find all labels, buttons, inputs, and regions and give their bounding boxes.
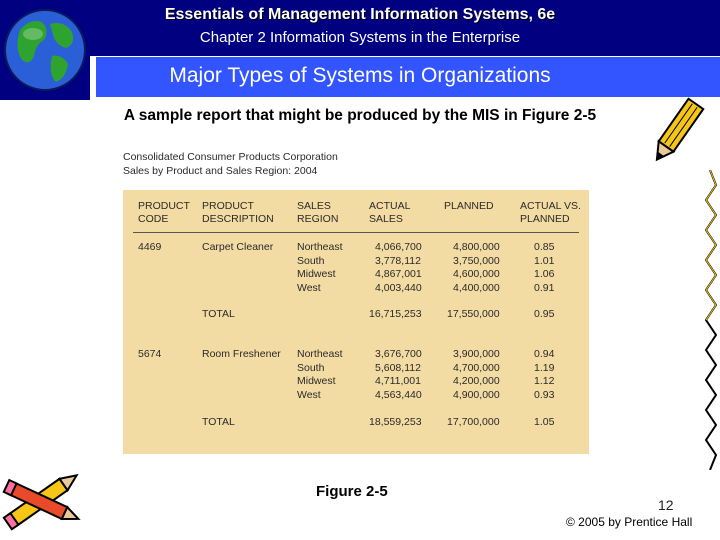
product-description: Room Freshener xyxy=(202,348,281,360)
ratio-values: 0.94 1.19 1.12 0.93 xyxy=(534,348,555,401)
report-company: Consolidated Consumer Products Corporation xyxy=(123,151,338,163)
column-header-actual-vs-planned: ACTUAL VS. PLANNED xyxy=(520,200,581,225)
column-header-product-code: PRODUCT CODE xyxy=(138,200,190,225)
pencil-icon xyxy=(645,95,705,170)
actual-sales-values: 4,066,700 3,778,112 4,867,001 4,003,440 xyxy=(375,241,422,294)
total-planned: 17,550,000 xyxy=(447,308,500,320)
total-planned: 17,700,000 xyxy=(447,416,500,428)
vertical-zigzag-decoration xyxy=(700,170,720,470)
column-header-actual-sales: ACTUAL SALES xyxy=(369,200,411,225)
pencils-icon xyxy=(0,462,95,540)
book-title: Essentials of Management Information Systems, 6e xyxy=(164,6,556,23)
total-ratio: 0.95 xyxy=(534,308,555,320)
product-description: Carpet Cleaner xyxy=(202,241,274,253)
planned-values: 4,800,000 3,750,000 4,600,000 4,400,000 xyxy=(453,241,500,294)
actual-sales-values: 3,676,700 5,608,112 4,711,001 4,563,440 xyxy=(375,348,422,401)
sales-regions: Northeast South Midwest West xyxy=(297,348,343,401)
report-subtitle: Sales by Product and Sales Region: 2004 xyxy=(123,165,318,177)
sales-regions: Northeast South Midwest West xyxy=(297,241,343,294)
column-header-product-description: PRODUCT DESCRIPTION xyxy=(202,200,274,225)
copyright-notice: © 2005 by Prentice Hall xyxy=(566,515,693,529)
page-number: 12 xyxy=(658,497,674,513)
globe-icon xyxy=(0,0,90,100)
column-header-planned: PLANNED xyxy=(444,200,494,212)
product-code: 4469 xyxy=(138,241,162,253)
total-label: TOTAL xyxy=(202,308,235,320)
total-actual: 18,559,253 xyxy=(369,416,422,428)
total-label: TOTAL xyxy=(202,416,235,428)
slide-title: Major Types of Systems in Organizations xyxy=(169,64,551,87)
ratio-values: 0.85 1.01 1.06 0.91 xyxy=(534,241,555,294)
report-heading xyxy=(123,150,338,178)
slide-subtitle: A sample report that might be produced by the MIS in Figure 2-5 xyxy=(123,107,597,124)
chapter-title: Chapter 2 Information Systems in the Enterprise xyxy=(199,29,521,46)
planned-values: 3,900,000 4,700,000 4,200,000 4,900,000 xyxy=(453,348,500,401)
total-actual: 16,715,253 xyxy=(369,308,422,320)
column-header-sales-region: SALES REGION xyxy=(297,200,339,225)
product-code: 5674 xyxy=(138,348,162,360)
header-divider xyxy=(133,232,579,233)
report-table xyxy=(123,190,589,454)
figure-label: Figure 2-5 xyxy=(316,483,388,500)
total-ratio: 1.05 xyxy=(534,416,555,428)
